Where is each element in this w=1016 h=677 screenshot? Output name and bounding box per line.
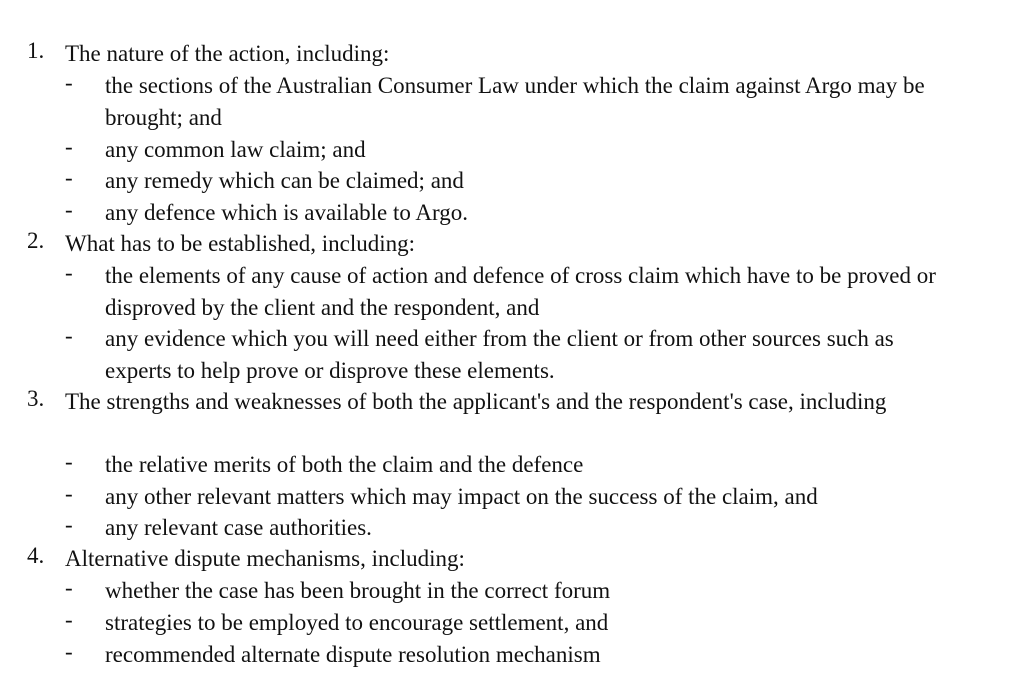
bullet-item — [65, 607, 965, 639]
bullet-text: whether the case has been brought in the correct forum — [105, 578, 611, 603]
bullet-text: the relative merits of both the claim and the defence — [105, 452, 584, 477]
dash-marker: - — [65, 639, 73, 664]
bullet-item — [65, 197, 965, 229]
bullet-text: any relevant case authorities. — [105, 515, 372, 540]
dash-marker: - — [65, 165, 73, 190]
bullet-text: any common law claim; and — [105, 137, 366, 162]
bullet-text: any defence which is available to Argo. — [105, 200, 468, 225]
bullet-text: the elements of any cause of action and defence of cross claim which have to be proved or disproved by the client and the respondent, and — [105, 263, 936, 320]
bullet-item — [65, 449, 965, 481]
bullet-text: the sections of the Australian Consumer Law under which the claim against Argo may be brought; and — [105, 73, 925, 130]
bullet-item — [65, 165, 965, 197]
bullet-text: any remedy which can be claimed; and — [105, 168, 464, 193]
bullet-text: any other relevant matters which may impact on the success of the claim, and — [105, 484, 818, 509]
dash-marker: - — [65, 449, 73, 474]
dash-marker: - — [65, 512, 73, 537]
dash-marker: - — [65, 481, 73, 506]
bullet-text: any evidence which you will need either from the client or from other sources such as experts to help prove or disprove these elements. — [105, 326, 894, 383]
bullet-item — [65, 134, 965, 166]
item-number: 1. — [27, 38, 45, 63]
bullet-text: recommended alternate dispute resolution mechanism — [105, 642, 601, 667]
numbered-item-1 — [27, 38, 987, 70]
bullet-item — [65, 70, 965, 134]
dash-marker: - — [65, 197, 73, 222]
bullet-item — [65, 481, 965, 513]
item-heading: Alternative dispute mechanisms, including: — [65, 546, 465, 571]
numbered-item-3 — [27, 386, 987, 450]
dash-marker: - — [65, 575, 73, 600]
dash-marker: - — [65, 323, 73, 348]
bullet-item — [65, 575, 965, 607]
bullet-item — [65, 260, 965, 324]
item-heading: The nature of the action, including: — [65, 41, 390, 66]
item-number: 4. — [27, 543, 45, 568]
numbered-item-4 — [27, 543, 987, 575]
bullet-item — [65, 639, 965, 671]
dash-marker: - — [65, 607, 73, 632]
numbered-item-2 — [27, 228, 987, 260]
dash-marker: - — [65, 70, 73, 95]
item-number: 2. — [27, 228, 45, 253]
dash-marker: - — [65, 260, 73, 285]
dash-marker: - — [65, 134, 73, 159]
bullet-text: strategies to be employed to encourage settlement, and — [105, 610, 609, 635]
item-heading: The strengths and weaknesses of both the applicant's and the respondent's case, including — [65, 389, 887, 414]
bullet-item — [65, 512, 965, 544]
bullet-item — [65, 323, 965, 387]
item-heading: What has to be established, including: — [65, 231, 416, 256]
item-number: 3. — [27, 386, 45, 411]
